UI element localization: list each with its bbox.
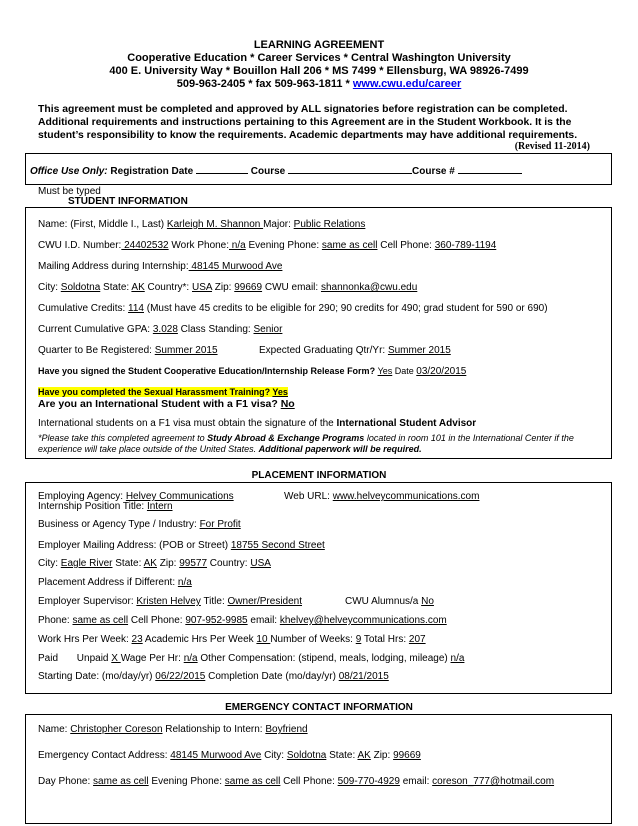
graduation-label: Expected Graduating Qtr/Yr: xyxy=(259,345,388,356)
employer-phone-row xyxy=(38,615,447,626)
day-phone-value[interactable]: same as cell xyxy=(93,776,149,787)
release-date-value[interactable]: 03/20/2015 xyxy=(416,366,467,377)
employer-address-row xyxy=(38,540,325,551)
student-section-title: STUDENT INFORMATION xyxy=(68,196,188,207)
employer-city-label: City: xyxy=(38,558,61,569)
cell-phone-label-ec: Cell Phone: xyxy=(280,776,338,787)
agency-label: Employing Agency: xyxy=(38,491,126,502)
employer-cell-label: Cell Phone: xyxy=(128,615,186,626)
supervisor-label: Employer Supervisor: xyxy=(38,596,137,607)
major-label: Major: xyxy=(263,219,294,230)
quarter-value[interactable]: Summer 2015 xyxy=(154,345,218,356)
start-date-label: Starting Date: (mo/day/yr) xyxy=(38,671,156,682)
registration-date-label: Registration Date xyxy=(110,166,194,177)
course-field[interactable] xyxy=(288,163,412,174)
office-use-row xyxy=(30,163,522,177)
student-city-row xyxy=(38,282,417,293)
graduation-value[interactable]: Summer 2015 xyxy=(387,345,451,356)
emergency-name-row xyxy=(38,724,308,735)
mailing-address-label: Mailing Address during Internship: xyxy=(38,261,189,272)
abroad-text-2: located in room 101 in the International Center if the xyxy=(364,433,574,443)
emergency-address-row xyxy=(38,750,421,761)
credits-label: Cumulative Credits: xyxy=(38,303,129,314)
placement-address-row xyxy=(38,577,192,588)
relationship-value[interactable]: Boyfriend xyxy=(265,724,308,735)
employer-address-value[interactable]: 18755 Second Street xyxy=(230,540,325,551)
header-line-2: Cooperative Education * Career Services * Central Washington University xyxy=(127,52,511,64)
emergency-city-label: City: xyxy=(261,750,287,761)
employer-state-label: State: xyxy=(112,558,144,569)
international-row xyxy=(38,398,295,410)
supervisor-row xyxy=(38,596,302,607)
city-label: City: xyxy=(38,282,61,293)
wage-label: Wage Per Hr: xyxy=(120,653,184,664)
student-id-row xyxy=(38,240,496,251)
emergency-address-value[interactable]: 48145 Murwood Ave xyxy=(170,750,262,761)
gpa-value[interactable]: 3.028 xyxy=(152,324,178,335)
cell-phone-value[interactable]: 360-789-1194 xyxy=(434,240,497,251)
supervisor-title-label: Title: xyxy=(200,596,228,607)
work-hours-label: Work Hrs Per Week: xyxy=(38,634,132,645)
weeks-value[interactable]: 9 xyxy=(355,634,362,645)
employer-zip-value[interactable]: 99577 xyxy=(179,558,208,569)
day-phone-label: Day Phone: xyxy=(38,776,94,787)
supervisor-title-value[interactable]: Owner/President xyxy=(227,596,303,607)
placement-address-value[interactable]: n/a xyxy=(177,577,192,588)
employer-address-label: Employer Mailing Address: (POB or Street) xyxy=(38,540,231,551)
intl-note-text: International students on a F1 visa must obtain the signature of the xyxy=(38,418,337,429)
student-name-value[interactable]: Karleigh M. Shannon xyxy=(166,219,264,230)
cell-phone-value-ec[interactable]: 509-770-4929 xyxy=(337,776,400,787)
cwu-email-value[interactable]: shannonka@cwu.edu xyxy=(320,282,418,293)
agency-value[interactable]: Helvey Communications xyxy=(125,491,234,502)
alumnus-label: CWU Alumnus/a xyxy=(345,596,422,607)
gpa-row xyxy=(38,324,282,335)
other-compensation-value[interactable]: n/a xyxy=(450,653,465,664)
emergency-city-value[interactable]: Soldotna xyxy=(286,750,327,761)
position-label: Internship Position Title: xyxy=(38,501,147,512)
mailing-address-value[interactable]: 48145 Murwood Ave xyxy=(188,261,283,272)
emergency-name-label: Name: xyxy=(38,724,71,735)
must-be-typed-note: Must be typed xyxy=(38,186,101,197)
major-value[interactable]: Public Relations xyxy=(293,219,366,230)
class-standing-label: Class Standing: xyxy=(177,324,254,335)
total-hours-value[interactable]: 207 xyxy=(408,634,426,645)
business-type-row xyxy=(38,519,241,530)
hours-row xyxy=(38,634,426,645)
emergency-zip-label: Zip: xyxy=(370,750,394,761)
employer-phone-label: Phone: xyxy=(38,615,73,626)
unpaid-value[interactable]: X xyxy=(111,653,121,664)
quarter-row xyxy=(38,345,218,356)
compensation-row xyxy=(38,653,464,664)
revised-date: (Revised 11-2014) xyxy=(514,141,590,152)
credits-value[interactable]: 114 xyxy=(128,303,144,314)
total-hours-label: Total Hrs: xyxy=(361,634,409,645)
harassment-answer[interactable]: Yes xyxy=(272,387,288,397)
work-phone-label: Work Phone: xyxy=(168,240,230,251)
email-label-ec: email: xyxy=(399,776,433,787)
placement-address-label: Placement Address if Different: xyxy=(38,577,178,588)
abroad-text-3: experience will take place outside of the United States. xyxy=(38,444,259,454)
state-value[interactable]: AK xyxy=(131,282,145,293)
office-use-label: Office Use Only: xyxy=(30,166,108,177)
abroad-office-name: Study Abroad & Exchange Programs xyxy=(207,433,365,443)
release-form-answer[interactable]: Yes xyxy=(377,366,393,376)
mailing-address-row xyxy=(38,261,282,272)
unpaid-label: Unpaid xyxy=(76,653,112,664)
course-number-field[interactable] xyxy=(458,163,522,174)
employer-email-label: email: xyxy=(247,615,280,626)
harassment-training-row xyxy=(38,387,288,397)
credits-row xyxy=(38,303,548,314)
gpa-label: Current Cumulative GPA: xyxy=(38,324,153,335)
employer-city-value[interactable]: Eagle River xyxy=(60,558,113,569)
emergency-section-title: EMERGENCY CONTACT INFORMATION xyxy=(225,702,413,713)
email-value-ec[interactable]: coreson_777@hotmail.com xyxy=(432,776,555,787)
document-title: LEARNING AGREEMENT xyxy=(253,39,385,51)
employer-email-value[interactable]: khelvey@helveycommunications.com xyxy=(279,615,447,626)
header-line-3: 400 E. University Way * Bouillon Hall 206 * MS 7499 * Ellensburg, WA 98926-7499 xyxy=(109,65,529,77)
completion-date-value[interactable]: 08/21/2015 xyxy=(338,671,389,682)
alumnus-row xyxy=(345,596,434,607)
harassment-question: Have you completed the Sexual Harassment Training? xyxy=(38,387,273,397)
class-standing-value[interactable]: Senior xyxy=(253,324,283,335)
weeks-label: Number of Weeks: xyxy=(270,634,356,645)
employer-state-value[interactable]: AK xyxy=(143,558,157,569)
academic-hours-label: Academic Hrs Per Week xyxy=(142,634,257,645)
graduation-row xyxy=(259,345,451,356)
other-compensation-label: Other Compensation: (stipend, meals, lodging, mileage) xyxy=(197,653,451,664)
cell-phone-label: Cell Phone: xyxy=(377,240,435,251)
international-question: Are you an International Student with a F1 visa? xyxy=(38,398,281,410)
relationship-label: Relationship to Intern: xyxy=(162,724,266,735)
release-form-question: Have you signed the Student Cooperative Education/Internship Release Form? xyxy=(38,366,378,376)
intro-line-3: student’s responsibility to know the requirements. Academic departments may have additional requirements. xyxy=(38,130,578,141)
country-value[interactable]: USA xyxy=(192,282,213,293)
cwu-id-value[interactable]: 24402532 xyxy=(121,240,169,251)
alumnus-value[interactable]: No xyxy=(421,596,434,607)
employer-country-value[interactable]: USA xyxy=(250,558,271,569)
city-value[interactable]: Soldotna xyxy=(60,282,101,293)
web-url-value[interactable]: www.helveycommunications.com xyxy=(332,491,480,502)
evening-phone-label: Evening Phone: xyxy=(245,240,322,251)
quarter-label: Quarter to Be Registered: xyxy=(38,345,155,356)
emergency-phone-row xyxy=(38,776,554,787)
name-label: Name: (First, Middle I., Last) xyxy=(38,219,167,230)
evening-phone-value-ec[interactable]: same as cell xyxy=(224,776,281,787)
placement-section-title: PLACEMENT INFORMATION xyxy=(251,470,387,481)
web-url-label: Web URL: xyxy=(284,491,333,502)
intro-line-1: This agreement must be completed and approved by ALL signatories before registration can be completed. xyxy=(38,104,568,115)
release-date-label: Date xyxy=(392,366,417,376)
emergency-state-label: State: xyxy=(326,750,358,761)
position-value[interactable]: Intern xyxy=(146,501,173,512)
country-label: Country*: xyxy=(144,282,192,293)
evening-phone-value[interactable]: same as cell xyxy=(321,240,378,251)
emergency-name-value[interactable]: Christopher Coreson xyxy=(70,724,163,735)
course-number-label: Course # xyxy=(412,166,455,177)
abroad-paperwork-note: Additional paperwork will be required. xyxy=(258,444,422,454)
course-label: Course xyxy=(250,166,286,177)
zip-label: Zip: xyxy=(212,282,235,293)
emergency-zip-value[interactable]: 99669 xyxy=(393,750,421,761)
employer-phone-value[interactable]: same as cell xyxy=(72,615,129,626)
cwu-email-label: CWU email: xyxy=(262,282,321,293)
emergency-state-value[interactable]: AK xyxy=(357,750,371,761)
business-type-label: Business or Agency Type / Industry: xyxy=(38,519,200,530)
employer-country-label: Country: xyxy=(207,558,251,569)
abroad-text-1: *Please take this completed agreement to xyxy=(38,433,208,443)
work-hours-value[interactable]: 23 xyxy=(131,634,143,645)
academic-hours-value[interactable]: 10 xyxy=(256,634,271,645)
business-type-value[interactable]: For Profit xyxy=(199,519,241,530)
web-url-row xyxy=(284,491,479,502)
intl-advisor-label: International Student Advisor xyxy=(336,418,477,429)
website-link[interactable]: www.cwu.edu/career xyxy=(352,78,462,90)
international-answer[interactable]: No xyxy=(280,398,295,410)
employer-cell-value[interactable]: 907-952-9985 xyxy=(185,615,248,626)
release-form-row xyxy=(38,366,466,377)
zip-value[interactable]: 99669 xyxy=(234,282,263,293)
paid-label: Paid xyxy=(38,653,61,664)
employer-zip-label: Zip: xyxy=(156,558,180,569)
international-advisor-note xyxy=(38,418,476,429)
employer-city-row xyxy=(38,558,271,569)
supervisor-value[interactable]: Kristen Helvey xyxy=(136,596,201,607)
phone-fax-text: 509-963-2405 * fax 509-963-1811 * xyxy=(176,78,353,90)
emergency-address-label: Emergency Contact Address: xyxy=(38,750,171,761)
work-phone-value[interactable]: n/a xyxy=(229,240,246,251)
evening-phone-label-ec: Evening Phone: xyxy=(148,776,225,787)
intro-line-2: Additional requirements and instructions pertaining to this Agreement are in the Student Workbook. It is the xyxy=(38,117,572,128)
start-date-value[interactable]: 06/22/2015 xyxy=(155,671,206,682)
wage-value[interactable]: n/a xyxy=(183,653,198,664)
registration-date-field[interactable] xyxy=(196,163,248,174)
position-row xyxy=(38,501,205,512)
completion-date-label: Completion Date (mo/day/yr) xyxy=(205,671,339,682)
study-abroad-note xyxy=(38,433,603,455)
student-name-row xyxy=(38,219,365,230)
dates-row xyxy=(38,671,389,682)
credits-note: (Must have 45 credits to be eligible for 290; 90 credits for 490; grad student for 590 or 690) xyxy=(143,303,548,314)
cwu-id-label: CWU I.D. Number: xyxy=(38,240,122,251)
header-line-4 xyxy=(0,78,638,91)
state-label: State: xyxy=(100,282,132,293)
